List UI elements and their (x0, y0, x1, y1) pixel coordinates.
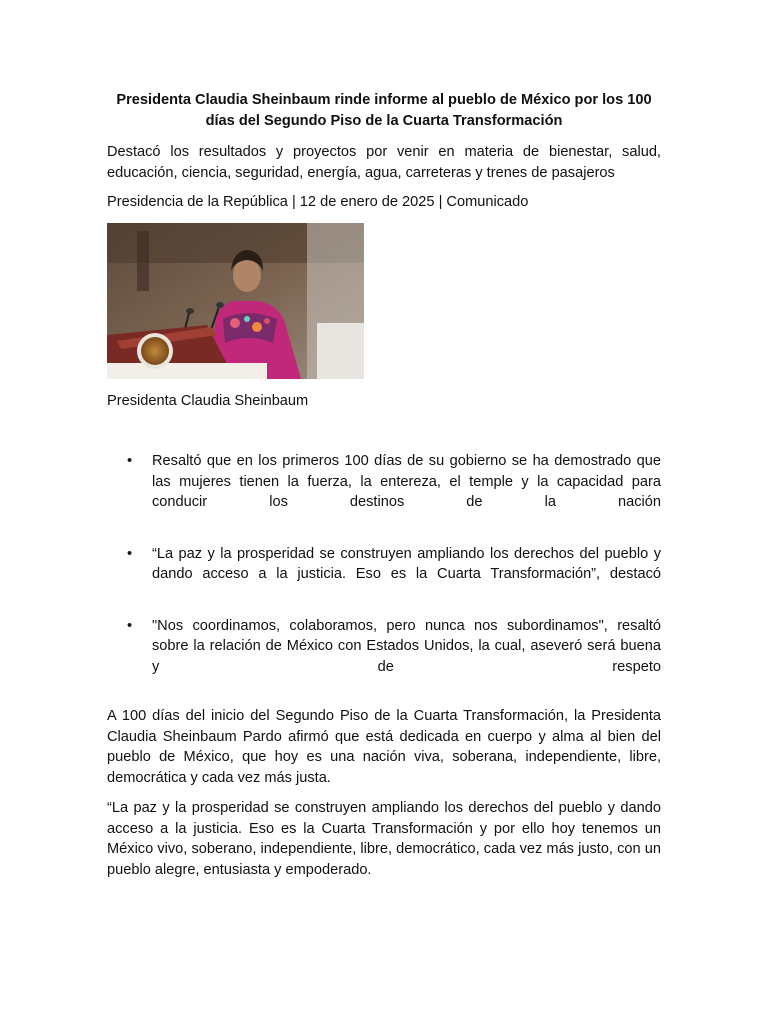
list-item (107, 544, 661, 585)
list-item (107, 616, 661, 678)
speech-photo (107, 223, 364, 379)
byline: Presidencia de la República | 12 de enero de 2025 | Comunicado (107, 194, 529, 210)
bullet-icon: • (127, 617, 133, 634)
bullet-icon: • (127, 453, 133, 469)
page-title: Presidenta Claudia Sheinbaum rinde informe al pueblo de México por los 100 días del Segundo Piso de la Cuarta Transformación (116, 92, 652, 129)
list-item (107, 451, 661, 513)
list-item-text: "Nos coordinamos, colaboramos, pero nunca nos subordinamos", resaltó sobre la relación de México con Estados Unidos, la cual, aseveró será buena y de respeto (152, 617, 661, 675)
body-paragraph: A 100 días del inicio del Segundo Piso de la Cuarta Transformación, la Presidenta Claudia Sheinbaum Pardo afirmó que está dedicada en cuerpo y alma al bien del pueblo de México, que hoy es una nación viva, soberana, independiente, libre, democrática y cada vez más justa. (107, 708, 661, 786)
document-page (107, 90, 661, 880)
photo-caption: Presidenta Claudia Sheinbaum (107, 393, 309, 409)
highlights-list (107, 451, 661, 677)
subtitle: Destacó los resultados y proyectos por venir en materia de bienestar, salud, educación, ciencia, seguridad, energía, agua, carreteras y trenes de pasajeros (107, 144, 661, 181)
bullet-icon: • (127, 545, 133, 562)
list-item-text: “La paz y la prosperidad se construyen ampliando los derechos del pueblo y dando acceso a la justicia. Eso es la Cuarta Transformación”, destacó (152, 545, 661, 582)
body-paragraph: “La paz y la prosperidad se construyen ampliando los derechos del pueblo y dando acceso a la justicia. Eso es la Cuarta Transformación y por ello hoy tenemos un México vivo, soberano, independiente, libre, democrático, cada vez más justo, con un pueblo alegre, entusiasta y empoderado. (107, 800, 661, 878)
list-item-text: Resaltó que en los primeros 100 días de su gobierno se ha demostrado que las mujeres tienen la fuerza, la entereza, el temple y la capacidad para conducir los destinos de la nación (152, 453, 661, 510)
